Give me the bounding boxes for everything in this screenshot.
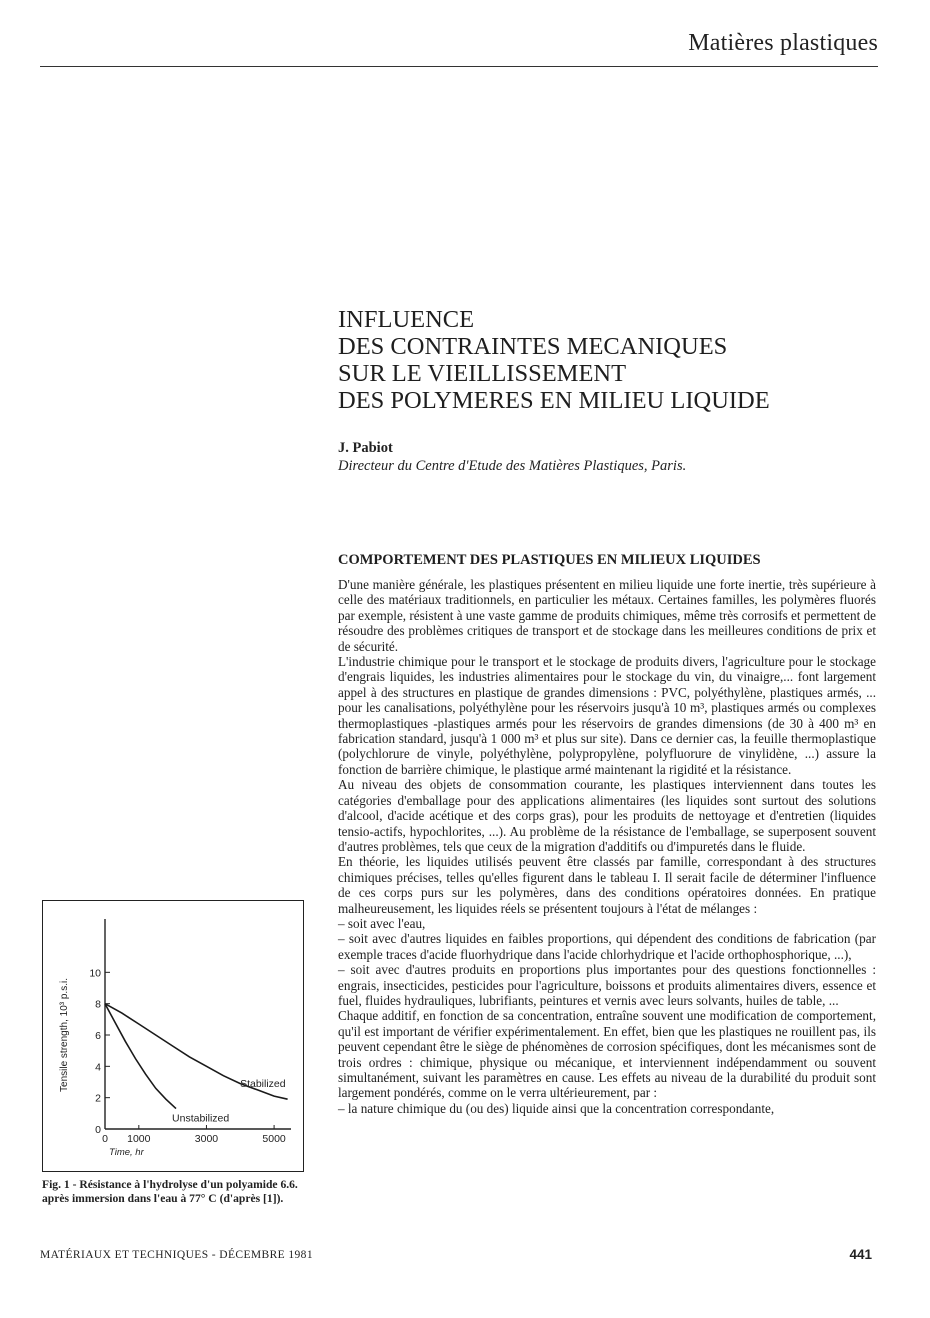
x-tick-label: 5000: [262, 1133, 286, 1145]
x-tick-label: 0: [102, 1133, 108, 1145]
y-tick-label: 0: [95, 1124, 101, 1136]
paragraph: D'une manière générale, les plastiques présentent en milieu liquide une forte inertie, très supérieure à celle des matériaux traditionnels, en particulier les métaux. Certaines familles, les polymères fluorés par exemple, résistent à une vaste gamme de produits chimiques, même très corrosifs et permettent de résoudre des problèmes critiques de transport et de stockage dans les meilleures conditions de prix et de sécurité.: [338, 577, 876, 654]
y-tick-label: 6: [95, 1030, 101, 1042]
list-item: – soit avec d'autres produits en proportions plus importantes pour des questions fonctionnelles : engrais, insecticides, pesticides pour l'agriculture, boissons et produits alimentaires divers, essence et fuel, fluides hydrauliques, lubrifiants, peintures et vernis avec leurs solvants, huiles de table, ...: [338, 962, 876, 1008]
body-text: [338, 577, 876, 1116]
list-item: – soit avec l'eau,: [338, 915, 426, 931]
series-label: Unstabilized: [172, 1112, 230, 1125]
y-tick-label: 10: [89, 967, 101, 980]
footer-journal: MATÉRIAUX ET TECHNIQUES - DÉCEMBRE 1981: [40, 1249, 313, 1261]
paragraph: L'industrie chimique pour le transport et le stockage de produits divers, l'agriculture pour le stockage d'engrais liquides, les industries alimentaires pour le stockage du vin, du vinaigre,... font largement appel à des structures en plastique de grandes dimensions : PVC, polyéthylène, plastiques armés, ... pour les canalisations, polyéthylène pour les réservoirs jusqu'à 10 m³, plastiques armés ou complexes thermoplastiques -plastiques armés pour les réservoirs de grandes dimensions (de 30 à 400 m³ en fabrication standard, jusqu'à 1 000 m³ et plus sur site). Dans ce dernier cas, la feuille thermoplastique (polychlorure de vinyle, polyéthylène, polypropylène, polyfluorure de vinylidène, ...) assure la fonction de barrière chimique, le plastique armé maintenant la rigidité et la résistance.: [338, 654, 876, 777]
series-label: Stabilized: [240, 1078, 286, 1091]
paragraph: Au niveau des objets de consommation courante, les plastiques interviennent dans toutes les catégories d'emballage pour des applications alimentaires (les liquides sont surtout des solutions d'alcool, d'acide acétique et des corps gras), pour les produits de nettoyage et d'entretien (liquides tensio-actifs, hypochlorites, ...). Au problème de la résistance de l'emballage, se superposent souvent d'autres problèmes, tels que ceux de la migration d'additifs ou d'impuretés dans le fluide.: [338, 777, 876, 854]
figure-caption: Fig. 1 - Résistance à l'hydrolyse d'un polyamide 6.6. après immersion dans l'eau à 77° C (d'après [1]).: [42, 1178, 298, 1205]
y-tick-label: 8: [95, 998, 101, 1011]
series-line-unstabilized: [105, 1004, 176, 1109]
list-item: – la nature chimique du (ou des) liquide ainsi que la concentration correspondante,: [338, 1100, 775, 1116]
list-item: – soit avec d'autres liquides en faibles proportions, qui dépendent des conditions de fabrication (par exemple traces d'acide fluorhydrique dans l'acide chlorhydrique et l'acide orthophosphorique, ...),: [338, 931, 876, 962]
x-tick-label: 3000: [194, 1133, 219, 1145]
article-title: [338, 306, 898, 414]
tensile-strength-chart: [43, 901, 302, 1170]
header-rule: [40, 66, 878, 67]
running-header: Matières plastiques: [688, 30, 878, 56]
title-line: INFLUENCE: [338, 306, 475, 333]
x-tick-label: 1000: [127, 1133, 151, 1145]
y-axis-label: Tensile strength, 10³ p.s.i.: [59, 978, 70, 1092]
title-line: DES CONTRAINTES MECANIQUES: [338, 333, 728, 360]
page-number: 441: [849, 1247, 872, 1262]
y-tick-label: 2: [95, 1092, 101, 1105]
paragraph: En théorie, les liquides utilisés peuvent être classés par famille, correspondant à des structures chimiques précises, telles qu'elles figurent dans le tableau I. Il serait facile de déterminer l'influence de ces corps purs sur les polymères, dans des conditions opératoires données. En pratique malheureusement, les liquides réels se présentent toujours à l'état de mélanges :: [338, 854, 876, 916]
title-line: DES POLYMERES EN MILIEU LIQUIDE: [338, 387, 770, 414]
author-affiliation: Directeur du Centre d'Etude des Matières Plastiques, Paris.: [338, 458, 687, 474]
y-tick-label: 4: [95, 1061, 101, 1074]
figure-1: [42, 900, 304, 1172]
section-heading: COMPORTEMENT DES PLASTIQUES EN MILIEUX LIQUIDES: [338, 552, 761, 568]
title-line: SUR LE VIEILLISSEMENT: [338, 360, 627, 387]
x-axis-label: Time, hr: [109, 1147, 144, 1158]
author-name: J. Pabiot: [338, 440, 393, 456]
paragraph: Chaque additif, en fonction de sa concentration, entraîne souvent une modification de comportement, qu'il est important de vérifier expérimentalement. En effet, bien que les plastiques ne rouillent pas, ils peuvent cependant être le siège de phénomènes de corrosion spécifiques, dont les mécanismes sont de trois ordres : chimique, physique ou mécanique, et interviennent indépendamment ou souvent simultanément, suivant les paramètres en cause. Les effets au niveau de la durabilité du produit sont largement pondérés, comme on le verra ultérieurement, par :: [338, 1008, 876, 1101]
